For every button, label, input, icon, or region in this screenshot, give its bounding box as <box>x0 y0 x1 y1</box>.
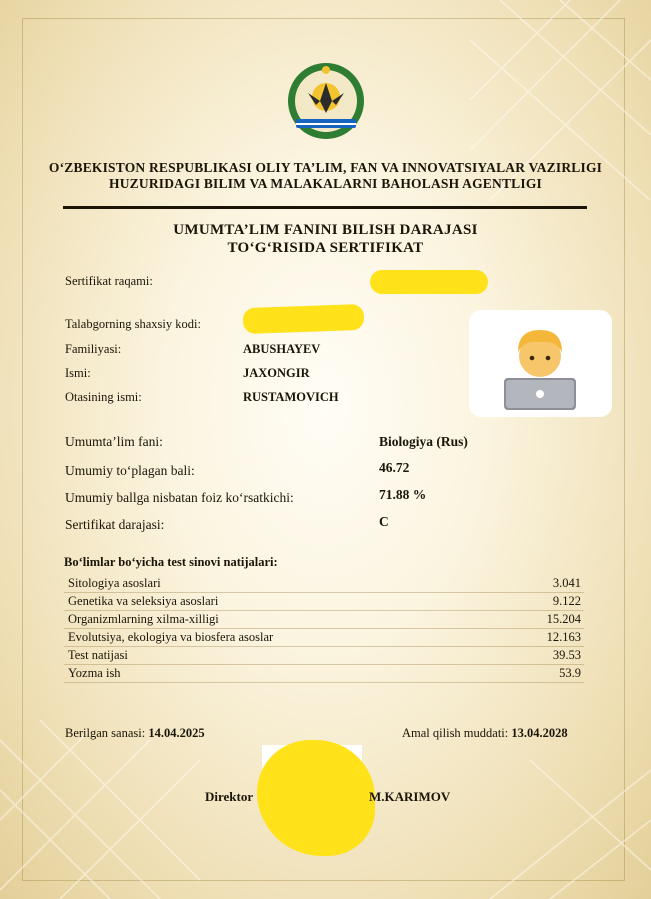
section-row-value: 3.041 <box>552 576 581 590</box>
pattern-bottom-right <box>470 760 651 899</box>
row-divider <box>64 592 584 593</box>
issued-date-label: Berilgan sanasi: <box>65 726 146 740</box>
certificate-title-line-2: TO‘G‘RISIDA SERTIFIKAT <box>227 240 424 256</box>
header-divider <box>63 206 587 209</box>
section-row-name: Sitologiya asoslari <box>68 576 161 590</box>
state-emblem-icon <box>286 61 366 141</box>
patronymic-label: Otasining ismi: <box>65 390 142 404</box>
section-row-name: Evolutsiya, ekologiya va biosfera asoslar <box>68 630 274 644</box>
personal-id-label: Talabgorning shaxsiy kodi: <box>65 317 201 331</box>
certificate-number-redaction <box>370 270 488 294</box>
valid-until-label: Amal qilish muddati: <box>402 726 509 740</box>
section-row-value: 12.163 <box>546 630 581 644</box>
row-divider <box>64 646 584 647</box>
section-row-name: Test natijasi <box>68 648 128 662</box>
surname-label: Familiyasi: <box>65 342 122 356</box>
ministry-line-2: HUZURIDAGI BILIM VA MALAKALARNI BAHOLASH AGENTLIGI <box>109 176 542 191</box>
photo-frame <box>469 310 612 417</box>
man-technologist-emoji-icon <box>502 320 578 410</box>
percent-value: 71.88 % <box>379 487 427 502</box>
surname-value: ABUSHAYEV <box>243 342 321 356</box>
name-value: JAXONGIR <box>243 366 310 380</box>
subject-value: Biologiya (Rus) <box>379 434 468 449</box>
section-row-value: 53.9 <box>559 666 581 680</box>
personal-id-redaction <box>243 304 365 334</box>
pattern-bottom-left <box>0 720 200 899</box>
row-divider <box>64 682 584 683</box>
valid-until-field <box>402 726 568 741</box>
row-divider <box>64 628 584 629</box>
sections-title: Bo‘limlar bo‘yicha test sinovi natijalari: <box>64 555 278 569</box>
score-value: 46.72 <box>379 460 410 475</box>
section-row-name: Yozma ish <box>68 666 121 680</box>
director-label: Direktor <box>205 789 254 804</box>
patronymic-value: RUSTAMOVICH <box>243 390 339 404</box>
level-label: Sertifikat darajasi: <box>65 517 165 532</box>
row-divider <box>64 664 584 665</box>
level-value: C <box>379 514 389 529</box>
director-name: M.KARIMOV <box>369 789 451 804</box>
section-row-value: 9.122 <box>552 594 581 608</box>
section-row-name: Genetika va seleksiya asoslari <box>68 594 219 608</box>
section-row-value: 39.53 <box>552 648 581 662</box>
ministry-line-1: O‘ZBEKISTON RESPUBLIKASI OLIY TA’LIM, FAN VA INNOVATSIYALAR VAZIRLIGI <box>48 160 603 175</box>
issued-date-field <box>65 726 205 741</box>
name-label: Ismi: <box>65 366 91 380</box>
percent-label: Umumiy ballga nisbatan foiz ko‘rsatkichi: <box>65 490 294 505</box>
valid-until-value: 13.04.2028 <box>511 726 568 740</box>
subject-label: Umumta’lim fani: <box>65 434 163 449</box>
issued-date-value: 14.04.2025 <box>148 726 205 740</box>
section-row-value: 15.204 <box>546 612 581 626</box>
certificate-number-label: Sertifikat raqami: <box>65 274 153 288</box>
section-row-name: Organizmlarning xilma-xilligi <box>68 612 219 626</box>
score-label: Umumiy to‘plagan bali: <box>65 463 195 478</box>
certificate-title-line-1: UMUMTA’LIM FANINI BILISH DARAJASI <box>173 222 478 238</box>
row-divider <box>64 610 584 611</box>
